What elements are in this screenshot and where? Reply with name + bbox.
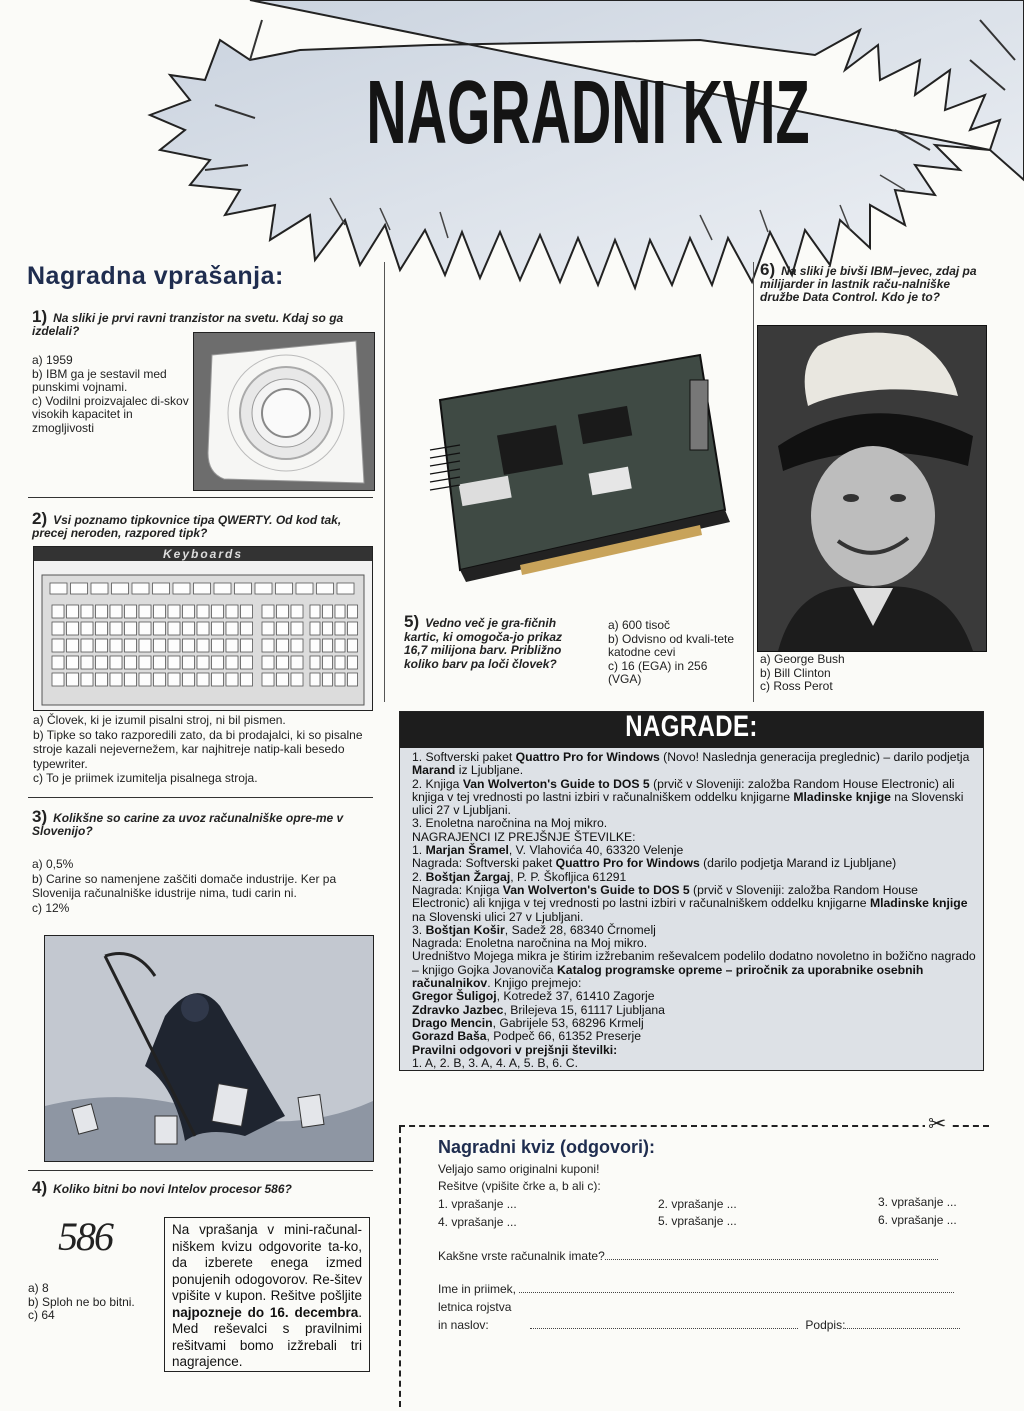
answer-1-field[interactable]: 1. vprašanje ...	[438, 1197, 517, 1211]
question-number: 4)	[32, 1178, 48, 1197]
option-b: b) Sploh ne bo bitni.	[28, 1294, 135, 1309]
question-3-options	[32, 857, 372, 915]
option-c: c) 64	[28, 1308, 55, 1322]
option-b: b) Bill Clinton	[760, 665, 831, 680]
question-1: 1) Na sliki je prvi ravni tranzistor na svetu. Kdaj so ga izdelali?	[32, 307, 344, 338]
question-5-options	[608, 619, 740, 687]
option-a: a) 600 tisoč	[608, 618, 671, 632]
option-b: b) Tipke so tako razporedili zato, da bi prodajalci, ki so pisalne stroje kazali nejevernežem, kar najhitreje natip-kali besedo typewriter.	[33, 727, 363, 771]
computer-type-field[interactable]	[438, 1250, 973, 1264]
header-title: NAGRADNI KVIZ	[366, 61, 810, 163]
graphics-card-photo	[400, 340, 745, 610]
prizes-title: NAGRADE:	[625, 710, 758, 743]
transistor-photo	[193, 332, 375, 491]
cut-line	[399, 1125, 989, 1127]
question-4: 4) Koliko bitni bo novi Intelov procesor 586?	[32, 1178, 292, 1197]
question-number: 6)	[760, 260, 776, 279]
option-c: c) 16 (EGA) in 256 (VGA)	[608, 658, 708, 686]
question-5: 5) Vedno več je gra-fičnih kartic, ki omogoča-jo prikaz 16,7 milijona barv. Približno koliko barv pa loči človek?	[404, 612, 563, 671]
transistor-icon	[194, 333, 374, 490]
prize-line: Nagrada: Knjiga Van Wolverton's Guide to DOS 5 (prvič v Sloveniji: založba Random House Electronic) ali knjiga v tej vrednosti po lastni izbiri v računalniškem oddelku knjigarne Mladinske knjige na Slovenski ulici 27 v Ljubljani.	[412, 882, 968, 924]
question-4-options	[28, 1282, 158, 1323]
coupon-note: Veljajo samo originalni kuponi!	[438, 1162, 600, 1176]
keyboard-caption: Keyboards	[34, 547, 372, 561]
birth-year-label: letnica rojstva	[438, 1300, 512, 1314]
prizes-list	[412, 751, 977, 1070]
computer-type-label: Kakšne vrste računalnik imate?	[438, 1249, 605, 1263]
prize-line: 3. Enoletna naročnina na Moj mikro.	[412, 816, 608, 831]
prize-line: 1. A, 2. B, 3. A, 4. A, 5. B, 6. C.	[412, 1055, 578, 1070]
prize-line: 2. Boštjan Žargaj, P. P. Škofljica 61291	[412, 869, 627, 884]
prize-line: NAGRAJENCI IZ PREJŠNJE ŠTEVILKE:	[412, 829, 636, 844]
grim-reaper-icon	[45, 936, 373, 1161]
prize-line: 2. Knjiga Van Wolverton's Guide to DOS 5 (prvič v Sloveniji: založba Random House Electronic) ali knjiga v tej vrednosti po lastni izbiri v računalniškem oddelku knjigarne Mladinske knjige na Slovenski ulici 27 v Ljubljani.	[412, 776, 964, 818]
answer-4-field[interactable]: 4. vprašanje ...	[438, 1215, 517, 1229]
option-c: c) To je priimek izumitelja pisalnega stroja.	[33, 771, 258, 785]
option-b: b) Carine so namenjene zaščiti domače industrije. Ker pa Slovenija računalniške idustrije nima, tudi carin ni.	[32, 871, 337, 900]
instructions-box: Na vprašanja v mini-računal-niškem kvizu odgovorite ta-ko, da izberete enega izmed ponujenih odogovorov. Re-šitev vpišite v kupon. Rešitve pošljite najpozneje do 16. decembra. Med reševalci s pravilnimi rešitvami bomo izžrebali tri nagrajence.	[164, 1217, 370, 1372]
question-number: 5)	[404, 612, 420, 631]
question-2-options	[33, 713, 373, 786]
ross-perot-photo	[757, 325, 987, 652]
option-c: c) Vodilni proizvajalec di-skov visokih kapacitet in zmogljivosti	[32, 393, 189, 435]
question-2: 2) Vsi poznamo tipkovnice tipa QWERTY. Od kod tak, precej neroden, razpored tipk?	[32, 509, 342, 540]
answer-5-field[interactable]: 5. vprašanje ...	[658, 1214, 737, 1228]
prize-line: Zdravko Jazbec, Brilejeva 15, 61117 Ljubljana	[412, 1002, 665, 1017]
option-a: a) 1959	[32, 353, 73, 367]
graphics-card-icon	[400, 340, 745, 610]
prize-line: Drago Mencin, Gabrijele 53, 68296 Krmelj	[412, 1015, 644, 1030]
answer-3-field[interactable]: 3. vprašanje ...	[878, 1195, 957, 1209]
prize-line: Gorazd Baša, Podpeč 66, 61352 Preserje	[412, 1029, 641, 1044]
portrait-icon	[758, 326, 986, 651]
question-number: 1)	[32, 307, 48, 326]
logo-586-text: 586	[58, 1214, 112, 1259]
keyboard-photo	[33, 546, 373, 711]
name-label: Ime in priimek,	[438, 1282, 517, 1296]
coupon-instruction: Rešitve (vpišite črke a, b ali c):	[438, 1179, 601, 1193]
prize-line: Nagrada: Softverski paket Quattro Pro for Windows (darilo podjetja Marand iz Ljubljane)	[412, 856, 897, 871]
prize-line: 3. Boštjan Košir, Sadež 28, 68340 Črnomelj	[412, 922, 656, 937]
option-c: c) 12%	[32, 900, 70, 915]
prizes-box	[399, 711, 984, 1071]
question-number: 3)	[32, 807, 48, 826]
question-6-options	[760, 653, 960, 694]
option-b: b) IBM ga je sestavil med punskimi vojnami.	[32, 366, 167, 394]
option-c: c) Ross Perot	[760, 679, 833, 693]
question-6: 6) Na sliki je bivši IBM–jevec, zdaj pa milijarder in lastnik raču-nalniške družbe Data Control. Kdo je to?	[760, 260, 977, 304]
question-number: 2)	[32, 509, 48, 528]
option-b: b) Odvisno od kvali-tete katodne cevi	[608, 631, 735, 659]
prize-line: 1. Marjan Šramel, V. Vlahovića 40, 63320 Velenje	[412, 843, 684, 858]
signature-label: Podpis:	[805, 1318, 846, 1332]
prize-line: Uredništvo Mojega mikra je štirim izžrebanim reševalcem podelilo dodatno novoletno in božično nagrado – knjigo Gojka Jovanoviča Katalog programske opreme – priročnik za uporabnike osebnih računalnikov. Knjigo prejmejo:	[412, 949, 976, 991]
logo-586	[58, 1213, 138, 1268]
address-label: in naslov:	[438, 1318, 489, 1332]
prize-line: 1. Softverski paket Quattro Pro for Windows (Novo! Naslednja generacija preglednic) – darilo podjetja Marand iz Ljubljane.	[412, 750, 970, 778]
option-a: a) 8	[28, 1281, 49, 1295]
prize-line: Pravilni odgovori v prejšnji številki:	[412, 1042, 618, 1057]
header-starburst	[0, 0, 1024, 300]
reaper-illustration	[44, 935, 374, 1162]
coupon-border	[399, 1127, 401, 1407]
answer-2-field[interactable]: 2. vprašanje ...	[658, 1197, 737, 1211]
answer-6-field[interactable]: 6. vprašanje ...	[878, 1213, 957, 1227]
prize-line: Nagrada: Enoletna naročnina na Moj mikro.	[412, 936, 648, 951]
option-a: a) Človek, ki je izumil pisalni stroj, ni bil pismen.	[33, 713, 286, 727]
question-1-options	[32, 354, 190, 435]
address-field[interactable]	[438, 1319, 973, 1333]
name-field[interactable]	[438, 1283, 973, 1297]
questions-heading: Nagradna vprašanja:	[27, 262, 284, 290]
keyboard-icon	[34, 547, 372, 710]
prize-line: Gregor Šuligoj, Kotredež 37, 61410 Zagorje	[412, 989, 655, 1004]
question-3: 3) Kolikšne so carine za uvoz računalniške opre-me v Slovenijo?	[32, 807, 344, 838]
coupon-title: Nagradni kviz (odgovori):	[438, 1137, 656, 1157]
option-a: a) George Bush	[760, 652, 845, 666]
option-a: a) 0,5%	[32, 857, 74, 871]
scissors-icon: ✂	[925, 1112, 949, 1136]
